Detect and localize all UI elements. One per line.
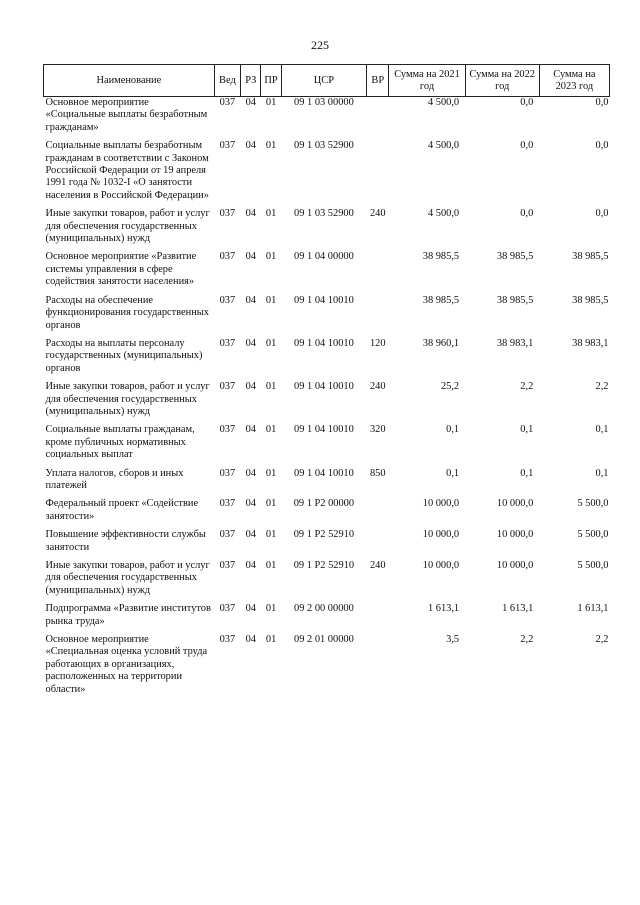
table-row [44,634,610,702]
row-vr: 120 [369,337,386,349]
row-csr: 09 1 04 10010 [294,467,354,479]
row-sum-2021: 10 000,0 [422,560,460,571]
row-pr: 01 [265,337,277,349]
row-rz: 04 [245,603,256,615]
row-ved: 037 [219,529,236,541]
row-pr: 01 [265,498,277,510]
row-ved: 037 [219,140,236,152]
row-rz: 04 [245,634,256,646]
row-sum-2022: 10 000,0 [496,529,534,541]
row-sum-2021: 38 985,5 [422,294,460,306]
header-csr: ЦСР [281,65,366,97]
row-vr: 320 [369,424,386,436]
row-csr: 09 1 P2 00000 [293,498,355,510]
row-rz: 04 [245,529,256,541]
table-row [44,468,610,499]
row-sum-2021: 3,5 [446,634,460,646]
row-sum-2022: 0,0 [520,97,534,108]
header-pr: ПР [261,65,281,97]
header-vr: ВР [367,65,389,97]
row-ved: 037 [219,381,236,393]
row-sum-2022: 2,2 [520,634,534,646]
row-name: Иные закупки товаров, работ и услуг для обеспечения государственных (муниципальных) нужд [45,208,210,245]
table-row [44,97,610,141]
row-pr: 01 [265,294,277,306]
row-sum-2022: 10 000,0 [496,498,534,510]
row-csr: 09 1 04 10010 [294,294,354,306]
row-ved: 037 [219,208,236,220]
header-ved: Вед [214,65,240,97]
row-vr [367,97,389,141]
row-rz: 04 [245,498,256,510]
row-name: Основное мероприятие «Развитие системы управления в сфере содействия занятости населения» [45,251,197,288]
row-csr: 09 2 01 00000 [294,634,354,646]
row-name: Расходы на обеспечение функционирования государственных органов [45,294,209,331]
row-csr: 09 1 04 10010 [294,381,354,393]
header-sum-2023: Сумма на 2023 год [539,65,609,97]
row-rz: 04 [245,140,256,152]
row-vr [367,603,389,634]
row-pr: 01 [265,560,277,571]
row-sum-2022: 2,2 [520,381,534,393]
row-sum-2021: 1 613,1 [427,603,460,615]
row-sum-2022: 38 985,5 [496,294,534,306]
header-sum-2021: Сумма на 2021 год [389,65,465,97]
row-sum-2021: 10 000,0 [422,529,460,541]
row-name: Основное мероприятие «Специальная оценка условий труда работающих в организациях, расположенных на территории области» [45,634,208,695]
row-vr: 240 [369,208,386,220]
row-rz: 04 [245,560,256,571]
header-name: Наименование [44,65,215,97]
row-pr: 01 [265,208,277,220]
row-sum-2021: 0,1 [446,467,460,479]
row-pr: 01 [265,251,277,263]
row-sum-2023: 0,1 [595,467,609,479]
row-rz: 04 [245,251,256,263]
row-rz: 04 [245,294,256,306]
budget-table [43,64,610,702]
row-ved: 037 [219,424,236,436]
row-sum-2022: 1 613,1 [502,603,534,615]
row-ved: 037 [219,337,236,349]
row-sum-2023: 2,2 [595,381,609,393]
row-name: Подпрограмма «Развитие институтов рынка труда» [45,603,211,627]
row-sum-2023: 5 500,0 [577,560,609,571]
table-row [44,560,610,603]
row-ved: 037 [219,634,236,646]
table-row [44,603,610,634]
row-ved: 037 [219,603,236,615]
row-sum-2023: 0,0 [595,97,609,108]
table-row [44,498,610,529]
row-sum-2021: 4 500,0 [427,97,460,108]
table-row [44,424,610,467]
row-name: Расходы на выплаты персоналу государственных (муниципальных) органов [45,337,203,374]
row-sum-2021: 4 500,0 [427,140,460,152]
row-rz: 04 [245,424,256,436]
row-name: Основное мероприятие «Социальные выплаты безработным гражданам» [45,97,208,133]
row-ved: 037 [219,97,236,108]
row-ved: 037 [219,294,236,306]
row-sum-2021: 0,1 [446,424,460,436]
row-sum-2021: 4 500,0 [427,208,460,220]
row-pr: 01 [265,634,277,646]
row-vr [367,498,389,529]
row-sum-2023: 5 500,0 [577,529,609,541]
row-vr [367,251,389,294]
row-ved: 037 [219,467,236,479]
row-name: Иные закупки товаров, работ и услуг для обеспечения государственных (муниципальных) нужд [45,381,210,417]
row-name: Иные закупки товаров, работ и услуг для обеспечения государственных (муниципальных) нужд [45,560,210,596]
row-name: Уплата налогов, сборов и иных платежей [45,467,184,491]
row-sum-2021: 25,2 [440,381,460,393]
row-sum-2023: 0,0 [595,140,609,152]
row-sum-2023: 5 500,0 [577,498,609,510]
row-sum-2023: 38 983,1 [572,337,609,349]
row-name: Социальные выплаты гражданам, кроме публичных нормативных социальных выплат [45,424,195,461]
table-row [44,251,610,294]
row-ved: 037 [219,498,236,510]
row-csr: 09 1 P2 52910 [293,560,355,571]
page-number: 225 [311,38,329,52]
table-row [44,208,610,251]
row-pr: 01 [265,140,277,152]
row-csr: 09 1 03 00000 [294,97,354,108]
row-name: Федеральный проект «Содействие занятости» [45,498,199,522]
row-sum-2023: 0,0 [595,208,609,220]
row-rz: 04 [245,381,256,393]
row-sum-2022: 0,0 [520,208,534,220]
table-row [44,140,610,208]
row-vr [367,140,389,208]
row-pr: 01 [265,381,277,393]
row-csr: 09 1 P2 52910 [293,529,355,541]
row-sum-2021: 10 000,0 [422,498,460,510]
row-sum-2023: 38 985,5 [572,251,609,263]
table-row [44,529,610,560]
row-sum-2022: 38 983,1 [496,337,534,349]
table-row [44,295,610,338]
row-vr: 850 [369,467,386,479]
table-row [44,381,610,424]
row-csr: 09 1 04 10010 [294,337,354,349]
row-vr [367,295,389,338]
row-sum-2023: 2,2 [595,634,609,646]
row-sum-2023: 0,1 [595,424,609,436]
row-sum-2022: 0,0 [520,140,534,152]
row-rz: 04 [245,337,256,349]
table-body [44,97,610,703]
row-sum-2022: 38 985,5 [496,251,534,263]
row-csr: 09 1 04 00000 [294,251,354,263]
row-rz: 04 [245,208,256,220]
header-rz: РЗ [241,65,261,97]
row-vr: 240 [369,560,386,571]
row-pr: 01 [265,97,277,108]
table-header-row [44,65,610,97]
row-pr: 01 [265,529,277,541]
header-sum-2022: Сумма на 2022 год [465,65,539,97]
row-ved: 037 [219,560,236,571]
row-sum-2022: 10 000,0 [496,560,534,571]
row-sum-2023: 38 985,5 [572,294,609,306]
row-name: Социальные выплаты безработным гражданам в соответствии с Законом Российской Федерации от 19 апреля 1991 года № 1032-I «О занятости населения в Российской Федерации» [45,140,209,201]
row-pr: 01 [265,467,277,479]
row-sum-2021: 38 960,1 [422,337,460,349]
row-vr [367,634,389,702]
row-sum-2023: 1 613,1 [577,603,609,615]
row-csr: 09 1 03 52900 [294,140,354,152]
row-sum-2022: 0,1 [520,467,534,479]
row-ved: 037 [219,251,236,263]
row-csr: 09 1 03 52900 [294,208,354,220]
row-sum-2022: 0,1 [520,424,534,436]
row-vr: 240 [369,381,386,393]
row-rz: 04 [245,97,256,108]
row-vr [367,529,389,560]
row-sum-2021: 38 985,5 [422,251,460,263]
row-rz: 04 [245,467,256,479]
row-csr: 09 1 04 10010 [294,424,354,436]
table-row [44,338,610,381]
row-pr: 01 [265,603,277,615]
row-csr: 09 2 00 00000 [294,603,354,615]
row-name: Повышение эффективности службы занятости [45,529,206,553]
row-pr: 01 [265,424,277,436]
